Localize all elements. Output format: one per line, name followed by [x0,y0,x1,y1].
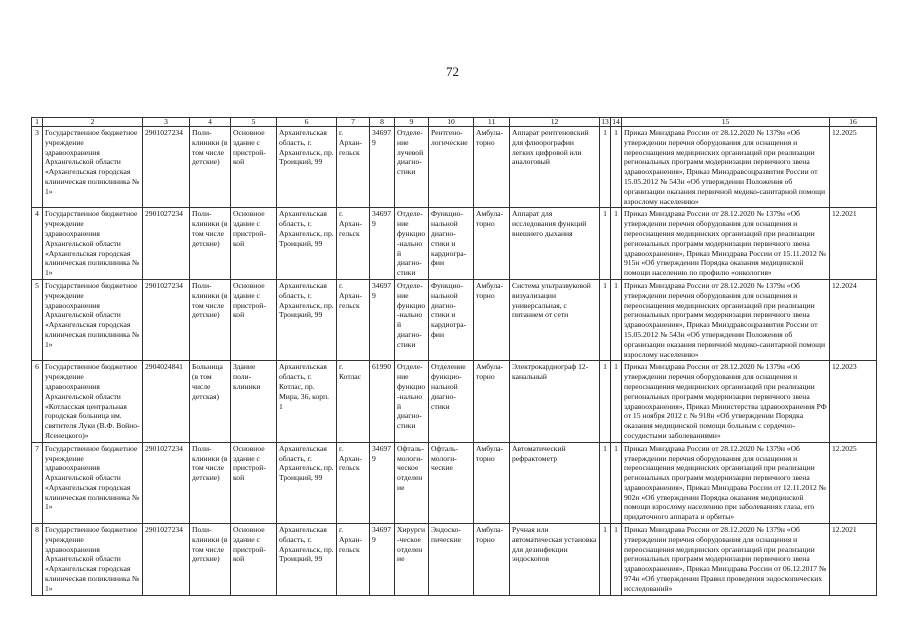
equipment-cell: Аппарат для исследования функций внешнего дыхания [510,208,600,280]
profile-cell: Функцио-нальной диагно-стики и кардиогра-фии [429,208,474,280]
department-cell: Хирурги-ческое отделение [395,524,429,596]
address-cell: Архангельская область, г. Котлас, пр. Мира, 36, корп. 1 [277,361,337,442]
date-cell: 12.2021 [830,524,877,596]
table-row [32,442,877,523]
row-number: 7 [32,442,43,523]
quantity-cell: 1 [611,208,622,280]
row-number: 8 [32,524,43,596]
quantity-cell: 1 [600,127,611,208]
care-form-cell: Амбула-торно [474,442,510,523]
facility-type: Поли-клиники (в том числе детские) [190,127,231,208]
address-cell: Архангельская область, г. Архангельск, пр. Троицкий, 99 [277,524,337,596]
table-row [32,524,877,596]
quantity-cell: 1 [611,127,622,208]
legal-basis-cell: Приказ Минздрава России от 28.12.2020 № 1379н «Об утверждении перечня оборудования для оснащения и переоснащения медицинских организаций при реализации региональных программ модернизации первичного звена здравоохранения», Приказ Минздравсоцразвития России от 15.05.2012 № 543н «Об утверждении Положения об организации оказания первичной медико-санитарной помощи взрослому населению» [622,279,830,360]
inn-cell: 2901027234 [143,442,190,523]
legal-basis-cell: Приказ Минздрава России от 28.12.2020 № 1379н «Об утверждении перечня оборудования для оснащения и переоснащения медицинских организаций при реализации региональных программ модернизации первичного звена здравоохранения», Приказ Минздравсоцразвития России от 15.05.2012 № 543н «Об утверждении Положения об организации оказания первичной медико-санитарной помощи взрослому населению» [622,127,830,208]
column-header: 16 [830,118,877,127]
organization-name: Государственное бюджетное учреждение здравоохранения Архангельской области «Архангельская городская клиническая поликлиника № 1» [43,279,143,360]
inn-cell: 2904024841 [143,361,190,442]
table-row [32,361,877,442]
organization-name: Государственное бюджетное учреждение здравоохранения Архангельской области «Котласская центральная городская больница им. святителя Луки (В.Ф. Войно-Ясенецкого)» [43,361,143,442]
profile-cell: Функцио-нальной диагно-стики и кардиогра-фии [429,279,474,360]
code-cell: 346979 [370,127,395,208]
organization-name: Государственное бюджетное учреждение здравоохранения Архангельской области «Архангельская городская клиническая поликлиника № 1» [43,208,143,280]
quantity-cell: 1 [600,208,611,280]
facility-type: Поли-клиники (в том числе детские) [190,208,231,280]
department-cell: Отделе-ние лучевой диагно-стики [395,127,429,208]
city-cell: г. Архан-гельск [337,279,370,360]
row-number: 3 [32,127,43,208]
column-header: 6 [277,118,337,127]
inn-cell: 2901027234 [143,524,190,596]
profile-cell: Эндоско-пические [429,524,474,596]
column-header: 10 [429,118,474,127]
building-cell: Основное здание с пристрой-кой [231,442,277,523]
column-header: 1 [32,118,43,127]
code-cell: 346979 [370,442,395,523]
code-cell: 61990 [370,361,395,442]
table-row [32,279,877,360]
equipment-cell: Ручная или автоматическая установка для дезинфекции эндоскопов [510,524,600,596]
date-cell: 12.2025 [830,127,877,208]
care-form-cell: Амбула-торно [474,279,510,360]
legal-basis-cell: Приказ Минздрава России от 28.12.2020 № 1379н «Об утверждении перечня оборудования для оснащения и переоснащения медицинских организаций при реализации региональных программ модернизации первичного звена здравоохранения», Приказ Минздрава России от 12.11.2012 № 902н «Об утверждении Порядка оказания медицинской помощи взрослому населению при заболеваниях глаза, его придаточного аппарата и орбиты» [622,442,830,523]
quantity-cell: 1 [600,279,611,360]
column-header: 11 [474,118,510,127]
equipment-cell: Аппарат рентгеновский для флюорографии легких цифровой или аналоговый [510,127,600,208]
equipment-cell: Электрокардиограф 12-канальный [510,361,600,442]
column-header: 5 [231,118,277,127]
address-cell: Архангельская область, г. Архангельск, пр. Троицкий, 99 [277,442,337,523]
organization-name: Государственное бюджетное учреждение здравоохранения Архангельской области «Архангельская городская клиническая поликлиника № 1» [43,127,143,208]
address-cell: Архангельская область, г. Архангельск, пр. Троицкий, 99 [277,127,337,208]
city-cell: г. Архан-гельск [337,524,370,596]
date-cell: 12.2025 [830,442,877,523]
building-cell: Основное здание с пристрой-кой [231,279,277,360]
code-cell: 346979 [370,279,395,360]
legal-basis-cell: Приказ Минздрава России от 28.12.2020 № 1379н «Об утверждении перечня оборудования для оснащения и переоснащения медицинских организаций при реализации региональных программ модернизации первичного звена здравоохранения», Приказ Министерства здравоохранения РФ от 15 ноября 2012 г. № 918н «Об утверждении Порядка оказания медицинской помощи больным с сердечно-сосудистыми заболеваниями» [622,361,830,442]
quantity-cell: 1 [611,361,622,442]
code-cell: 346979 [370,208,395,280]
inn-cell: 2901027234 [143,127,190,208]
city-cell: г. Архан-гельск [337,127,370,208]
quantity-cell: 1 [611,524,622,596]
legal-basis-cell: Приказ Минздрава России от 28.12.2020 № 1379н «Об утверждении перечня оборудования для оснащения и переоснащения медицинских организаций при реализации региональных программ модернизации первичного звена здравоохранения», Приказ Минздрава России от 06.12.2017 № 974н «Об утверждении Правил проведения эндоскопических исследований» [622,524,830,596]
column-header: 7 [337,118,370,127]
row-number: 4 [32,208,43,280]
column-number-row [32,118,877,127]
profile-cell: Отделение функцио-нальной диагно-стики [429,361,474,442]
date-cell: 12.2024 [830,279,877,360]
inn-cell: 2901027234 [143,279,190,360]
row-number: 5 [32,279,43,360]
profile-cell: Рентгено-логические [429,127,474,208]
code-cell: 346979 [370,524,395,596]
department-cell: Отделе-ние функцио-нальной диагно-стики [395,208,429,280]
table-row [32,208,877,280]
facility-type: Поли-клиники (в том числе детские) [190,442,231,523]
quantity-cell: 1 [611,442,622,523]
facility-type: Поли-клиники (в том числе детские) [190,524,231,596]
date-cell: 12.2021 [830,208,877,280]
column-header: 15 [622,118,830,127]
city-cell: г. Котлас [337,361,370,442]
department-cell: Офталь-мологи-ческое отделение [395,442,429,523]
equipment-cell: Автоматический рефрактометр [510,442,600,523]
table-row [32,127,877,208]
column-header: 13 [601,117,609,126]
building-cell: Основное здание с пристрой-кой [231,127,277,208]
building-cell: Основное здание с пристрой-кой [231,524,277,596]
facility-type: Поли-клиники (в том числе детские) [190,279,231,360]
care-form-cell: Амбула-торно [474,208,510,280]
city-cell: г. Архан-гельск [337,442,370,523]
profile-cell: Офталь-мологи-ческие [429,442,474,523]
date-cell: 12.2023 [830,361,877,442]
column-header: 3 [143,118,190,127]
column-header: 12 [510,118,600,127]
row-number: 6 [32,361,43,442]
column-header: 8 [370,118,395,127]
care-form-cell: Амбула-торно [474,361,510,442]
organization-name: Государственное бюджетное учреждение здравоохранения Архангельской области «Архангельская городская клиническая поликлиника № 1» [43,524,143,596]
column-header: 2 [43,118,143,127]
address-cell: Архангельская область, г. Архангельск, пр. Троицкий, 99 [277,279,337,360]
city-cell: г. Архан-гельск [337,208,370,280]
inn-cell: 2901027234 [143,208,190,280]
quantity-cell: 1 [600,442,611,523]
quantity-cell: 1 [611,279,622,360]
equipment-cell: Система ультразвуковой визуализации универсальная, с питанием от сети [510,279,600,360]
department-cell: Отделе-ние функцио-нальной диагно-стики [395,279,429,360]
column-header: 14 [612,117,620,126]
quantity-cell: 1 [600,524,611,596]
column-header: 9 [395,118,429,127]
column-header: 4 [190,118,231,127]
department-cell: Отделе-ние функцио-нальной диагно-стики [395,361,429,442]
care-form-cell: Амбула-торно [474,127,510,208]
organization-name: Государственное бюджетное учреждение здравоохранения Архангельской области «Архангельская городская клиническая поликлиника № 1» [43,442,143,523]
care-form-cell: Амбула-торно [474,524,510,596]
page-number: 72 [446,64,459,79]
quantity-cell: 1 [600,361,611,442]
facility-type: Больница (в том числе детская) [190,361,231,442]
building-cell: Здание поли-клиники [231,361,277,442]
address-cell: Архангельская область, г. Архангельск, пр. Троицкий, 99 [277,208,337,280]
building-cell: Основное здание с пристрой-кой [231,208,277,280]
legal-basis-cell: Приказ Минздрава России от 28.12.2020 № 1379н «Об утверждении перечня оборудования для оснащения и переоснащения медицинских организаций при реализации региональных программ модернизации первичного звена здравоохранения», Приказ Минздрава России от 15.11.2012 № 915н «Об утверждении Порядка оказания медицинской помощи населению по профилю «онкология» [622,208,830,280]
equipment-table [31,117,877,596]
